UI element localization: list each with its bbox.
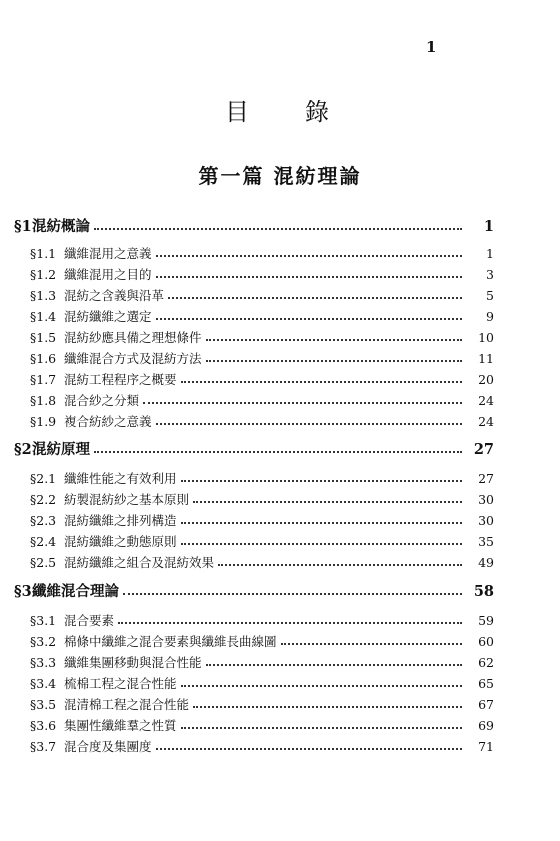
dot-leader	[168, 297, 462, 299]
section-number: §1.9	[30, 414, 57, 429]
dot-leader	[143, 402, 462, 404]
page-ref: 49	[478, 555, 494, 570]
section-title: 複合紡紗之意義	[64, 414, 152, 429]
section-title: 纖維混合方式及混紡方法	[64, 351, 202, 366]
dot-leader	[193, 501, 462, 503]
dot-leader	[156, 423, 462, 425]
section-title: 混紡纖維之組合及混紡效果	[64, 555, 215, 570]
toc-section[interactable]	[30, 737, 494, 755]
page-number: 1	[426, 38, 437, 56]
dot-leader	[181, 381, 462, 383]
page-ref: 30	[478, 492, 494, 507]
dot-leader	[118, 622, 462, 624]
section-title: 混清棉工程之混合性能	[64, 697, 190, 712]
chapter-number: §2	[14, 441, 32, 458]
dot-leader	[181, 685, 462, 687]
chapter-number: §1	[14, 218, 32, 235]
section-title: 混紡纖維之選定	[64, 309, 152, 324]
page-ref: 69	[478, 718, 494, 733]
page-ref: 9	[486, 309, 494, 324]
dot-leader	[156, 748, 462, 750]
section-title: 混紡紗應具備之理想條件	[64, 330, 202, 345]
section-number: §3.7	[30, 739, 57, 754]
dot-leader	[156, 276, 462, 278]
section-title: 混合要素	[64, 613, 115, 628]
toc-section[interactable]	[30, 349, 494, 367]
toc-title: 目錄	[225, 98, 385, 126]
section-title: 纖維性能之有效利用	[64, 471, 177, 486]
toc-section[interactable]	[30, 490, 494, 508]
page-ref: 30	[478, 513, 494, 528]
toc-section[interactable]	[30, 391, 494, 409]
section-number: §1.7	[30, 372, 57, 387]
toc-section[interactable]	[30, 244, 494, 262]
section-title: 混紡工程程序之概要	[64, 372, 177, 387]
section-number: §1.3	[30, 288, 57, 303]
dot-leader	[281, 643, 462, 645]
dot-leader	[193, 706, 462, 708]
page-ref: 1	[483, 218, 494, 235]
section-number: §3.3	[30, 655, 57, 670]
section-number: §1.2	[30, 267, 57, 282]
section-number: §3.1	[30, 613, 57, 628]
toc-chapter[interactable]	[14, 580, 494, 601]
toc-chapter[interactable]	[14, 438, 494, 459]
dot-leader	[206, 339, 462, 341]
page-ref: 60	[478, 634, 494, 649]
page-ref: 58	[473, 583, 494, 600]
section-number: §2.2	[30, 492, 57, 507]
toc-section[interactable]	[30, 469, 494, 487]
page-ref: 59	[478, 613, 494, 628]
page-ref: 11	[478, 351, 494, 366]
page-ref: 71	[478, 739, 494, 754]
dot-leader	[123, 593, 462, 595]
section-number: §1.4	[30, 309, 57, 324]
page-ref: 35	[478, 534, 494, 549]
toc-section[interactable]	[30, 286, 494, 304]
section-number: §1.5	[30, 330, 57, 345]
dot-leader	[181, 543, 462, 545]
section-title: 混紡纖維之動態原則	[64, 534, 177, 549]
toc-section[interactable]	[30, 511, 494, 529]
section-title: 纖維混用之目的	[64, 267, 152, 282]
toc-section[interactable]	[30, 674, 494, 692]
dot-leader	[206, 360, 462, 362]
section-title: 集團性纖維羣之性質	[64, 718, 177, 733]
toc-section[interactable]	[30, 307, 494, 325]
section-title: 棉條中纖維之混合要素與纖維長曲線圖	[64, 634, 277, 649]
section-number: §2.3	[30, 513, 57, 528]
dot-leader	[181, 727, 462, 729]
chapter-title: 纖維混合理論	[32, 583, 119, 600]
page-ref: 1	[486, 246, 494, 261]
page-ref: 65	[478, 676, 494, 691]
page-ref: 5	[486, 288, 494, 303]
page-ref: 24	[478, 414, 494, 429]
page-ref: 62	[478, 655, 494, 670]
section-title: 混合紗之分類	[64, 393, 140, 408]
section-title: 混合度及集團度	[64, 739, 152, 754]
section-number: §2.4	[30, 534, 57, 549]
section-number: §3.2	[30, 634, 57, 649]
dot-leader	[156, 255, 462, 257]
toc-chapter[interactable]	[14, 215, 494, 236]
dot-leader	[94, 228, 462, 230]
toc-section[interactable]	[30, 716, 494, 734]
section-number: §1.8	[30, 393, 57, 408]
chapter-number: §3	[14, 583, 32, 600]
dot-leader	[94, 451, 462, 453]
page-ref: 3	[486, 267, 494, 282]
toc-section[interactable]	[30, 370, 494, 388]
section-title: 纖維集團移動與混合性能	[64, 655, 202, 670]
section-title: 梳棉工程之混合性能	[64, 676, 177, 691]
page-ref: 27	[478, 471, 494, 486]
toc-section[interactable]	[30, 265, 494, 283]
section-number: §1.6	[30, 351, 57, 366]
section-number: §3.5	[30, 697, 57, 712]
section-number: §3.6	[30, 718, 57, 733]
toc-section[interactable]	[30, 553, 494, 571]
dot-leader	[206, 664, 462, 666]
toc-section[interactable]	[30, 653, 494, 671]
section-number: §1.1	[30, 246, 57, 261]
dot-leader	[218, 564, 462, 566]
toc-section[interactable]	[30, 412, 494, 430]
page-ref: 10	[478, 330, 494, 345]
chapter-title: 混紡概論	[32, 218, 90, 235]
section-title: 混紡之含義與沿革	[64, 288, 165, 303]
toc-section[interactable]	[30, 532, 494, 550]
section-number: §2.5	[30, 555, 57, 570]
dot-leader	[181, 522, 462, 524]
page-ref: 20	[478, 372, 494, 387]
page-ref: 27	[473, 441, 494, 458]
dot-leader	[181, 480, 462, 482]
page-ref: 67	[478, 697, 494, 712]
toc-section[interactable]	[30, 611, 494, 629]
toc-section[interactable]	[30, 328, 494, 346]
section-title: 纖維混用之意義	[64, 246, 152, 261]
page-ref: 24	[478, 393, 494, 408]
dot-leader	[156, 318, 462, 320]
toc-section[interactable]	[30, 632, 494, 650]
toc-section[interactable]	[30, 695, 494, 713]
chapter-title: 混紡原理	[32, 441, 90, 458]
section-title: 紡製混紡紗之基本原則	[64, 492, 190, 507]
part-title: 第一篇 混紡理論	[198, 164, 362, 188]
section-title: 混紡纖維之排列構造	[64, 513, 177, 528]
section-number: §2.1	[30, 471, 57, 486]
section-number: §3.4	[30, 676, 57, 691]
